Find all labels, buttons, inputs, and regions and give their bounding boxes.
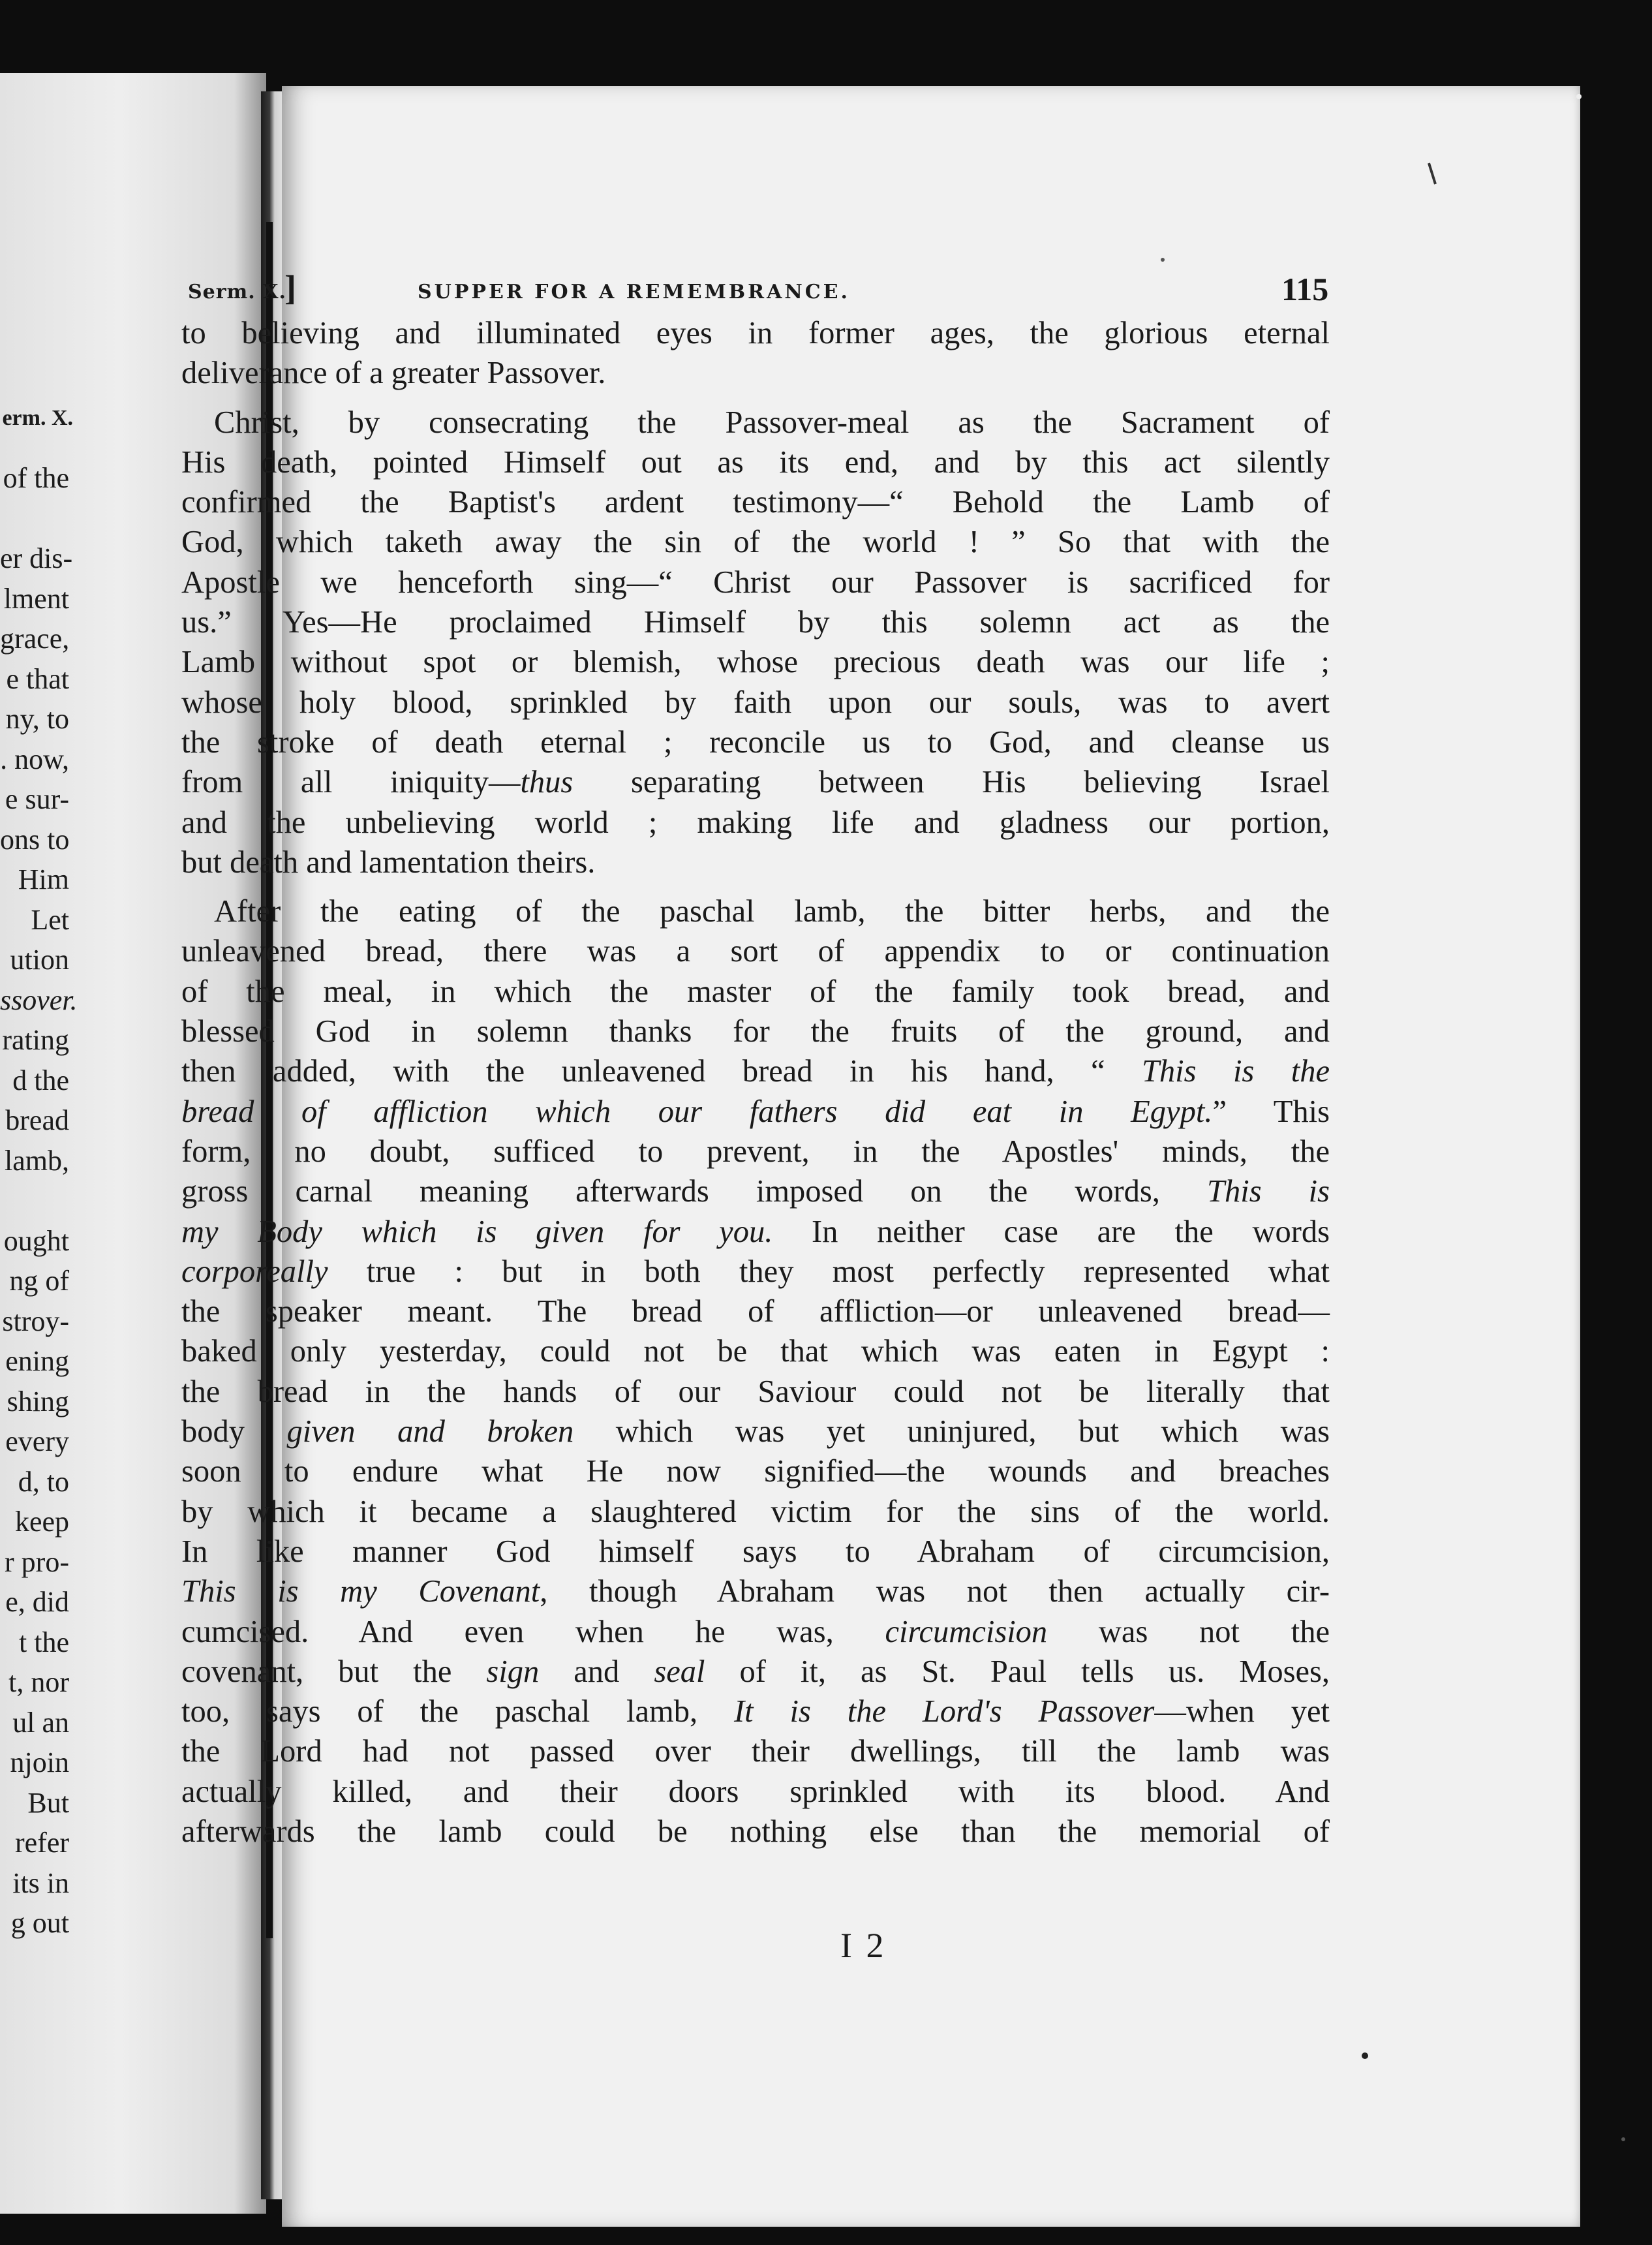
text-line: cumcised. And even when he was, circumcision was not the (181, 1614, 1330, 1649)
text-line: but death and lamentation theirs. (181, 844, 596, 880)
signature-mark: I 2 (840, 1926, 887, 1965)
left-page-line: Let (31, 903, 69, 936)
text-line: then added, with the unleavened bread in his hand, “ This is the (181, 1054, 1330, 1089)
italic-text: sign (486, 1654, 540, 1689)
text-line: my Body which is given for you. In neither case are the words (181, 1214, 1330, 1249)
left-page-text (0, 458, 78, 1943)
text-line: from all iniquity—thus separating between His believing Israel (181, 765, 1330, 800)
text-line: In like manner God himself says to Abraham of circumcision, (181, 1534, 1330, 1569)
left-page-line: refer (14, 1827, 69, 1859)
text-line: Apostle we henceforth sing—“ Christ our Passover is sacrificed for (181, 565, 1330, 600)
italic-text: corporeally (181, 1254, 328, 1289)
left-page-line: er dis- (0, 542, 73, 574)
text-line: whose holy blood, sprinkled by faith upon our souls, was to avert (181, 685, 1330, 720)
italic-text: This is (1207, 1174, 1330, 1209)
text-line: by which it became a slaughtered victim for the sins of the world. (181, 1494, 1330, 1529)
text-line: blessed God in solemn thanks for the fruits of the ground, and (181, 1014, 1330, 1049)
left-page-line: ening (5, 1345, 69, 1377)
text-line: This is my Covenant, though Abraham was not then actually cir- (181, 1574, 1330, 1609)
sermon-label: Serm. X. (188, 281, 286, 303)
text-line: corporeally true : but in both they most perfectly represented what (181, 1254, 1330, 1289)
text-line: the Lord had not passed over their dwellings, till the lamb was (181, 1734, 1330, 1769)
left-page-line: But (27, 1786, 69, 1819)
left-page-line: every (5, 1425, 69, 1457)
left-page-line: ution (10, 944, 69, 976)
italic-text: my Body which is given for you. (181, 1214, 773, 1249)
italic-text: This is my Covenant (181, 1574, 540, 1609)
text-line: the speaker meant. The bread of affliction—or unleavened bread— (181, 1294, 1330, 1329)
left-page-line: bread (5, 1104, 69, 1136)
text-line: and the unbelieving world ; making life and gladness our portion, (181, 805, 1330, 840)
left-page-line: d, to (18, 1465, 69, 1498)
text-line: His death, pointed Himself out as its end, and by this act silently (181, 444, 1330, 480)
left-page-line: lment (3, 582, 69, 615)
text-line: actually killed, and their doors sprinkled with its blood. And (181, 1774, 1330, 1809)
left-page-line: ul an (12, 1706, 69, 1739)
left-page-line (0, 1181, 69, 1221)
page-number: 115 (1281, 271, 1329, 307)
text-line: form, no doubt, sufficed to prevent, in the Apostles' minds, the (181, 1134, 1330, 1169)
text-line: confirmed the Baptist's ardent testimony—“ Behold the Lamb of (181, 485, 1330, 520)
text-line: too, says of the paschal lamb, It is the Lord's Passover—when yet (181, 1694, 1330, 1729)
left-page-line: Him (18, 863, 69, 895)
left-page-line: e sur- (5, 783, 69, 815)
text-line: deliverance of a greater Passover. (181, 356, 606, 391)
text-line: God, which taketh away the sin of the world ! ” So that with the (181, 525, 1330, 560)
text-line: After the eating of the paschal lamb, the bitter herbs, and the (214, 894, 1330, 929)
page-body (181, 313, 1330, 1851)
left-page-line: keep (14, 1506, 69, 1538)
italic-text: bread of affliction which our fathers did eat in Egypt. (181, 1094, 1213, 1129)
text-line: Lamb without spot or blemish, whose precious death was our life ; (181, 645, 1330, 680)
text-line: the stroke of death eternal ; reconcile us to God, and cleanse us (181, 724, 1330, 760)
text-line: body given and broken which was yet uninjured, but which was (181, 1414, 1330, 1449)
left-page-line: g out (10, 1907, 69, 1939)
text-line: to believing and illuminated eyes in former ages, the glorious eternal (181, 316, 1330, 350)
left-page-line: lamb, (5, 1144, 69, 1177)
left-page-line: ons to (0, 823, 70, 856)
text-line: soon to endure what He now signified—the wounds and breaches (181, 1454, 1330, 1489)
header-bracket: ] (284, 268, 296, 307)
text-line: afterwards the lamb could be nothing else than the memorial of (181, 1814, 1330, 1849)
text-line: covenant, but the sign and seal of it, as St. Paul tells us. Moses, (181, 1654, 1330, 1689)
text-line: the bread in the hands of our Saviour could not be literally that (181, 1374, 1330, 1409)
left-page-line: ought (3, 1224, 69, 1257)
left-page-line: ssover. (0, 983, 78, 1016)
text-line: bread of affliction which our fathers did eat in Egypt.” This (181, 1094, 1330, 1129)
text-line: us.” Yes—He proclaimed Himself by this solemn act as the (181, 605, 1330, 640)
text-line: baked only yesterday, could not be that which was eaten in Egypt : (181, 1334, 1330, 1369)
left-page-line: e that (6, 662, 69, 695)
left-page-line: e, did (5, 1586, 69, 1618)
italic-text: This is the (1141, 1054, 1330, 1089)
italic-text: circumcision (885, 1614, 1048, 1649)
left-page-line: shing (7, 1385, 69, 1417)
left-page-line: . now, (0, 743, 69, 775)
left-page-line (0, 499, 69, 539)
left-page-line: rating (2, 1024, 69, 1056)
running-title: SUPPER FOR A REMEMBRANCE. (418, 281, 850, 303)
left-page-line: its in (12, 1866, 69, 1899)
italic-text: seal (654, 1654, 705, 1689)
left-page-line: t, nor (8, 1666, 69, 1698)
italic-text: It is the Lord's Passover (734, 1694, 1155, 1729)
left-page-line: ng of (9, 1265, 69, 1297)
italic-text: given and broken (286, 1414, 574, 1449)
left-page-line: grace, (0, 623, 70, 655)
left-page-running-head: erm. X. (2, 406, 73, 430)
text-line: unleavened bread, there was a sort of appendix to or continuation (181, 934, 1330, 969)
text-line: gross carnal meaning afterwards imposed on the words, This is (181, 1174, 1330, 1209)
running-head (188, 268, 1327, 313)
italic-text: thus (520, 765, 574, 800)
left-page-line: njoin (10, 1746, 69, 1778)
left-page-line: d the (12, 1064, 69, 1096)
left-page-line: stroy- (2, 1305, 69, 1337)
left-page-line: t the (19, 1626, 69, 1658)
text-line: of the meal, in which the master of the family took bread, and (181, 974, 1330, 1009)
text-line: Christ, by consecrating the Passover-meal as the Sacrament of (214, 405, 1330, 440)
left-page-line: ny, to (5, 703, 69, 735)
left-page-line: of the (3, 462, 69, 494)
left-page-line: r pro- (5, 1545, 69, 1578)
